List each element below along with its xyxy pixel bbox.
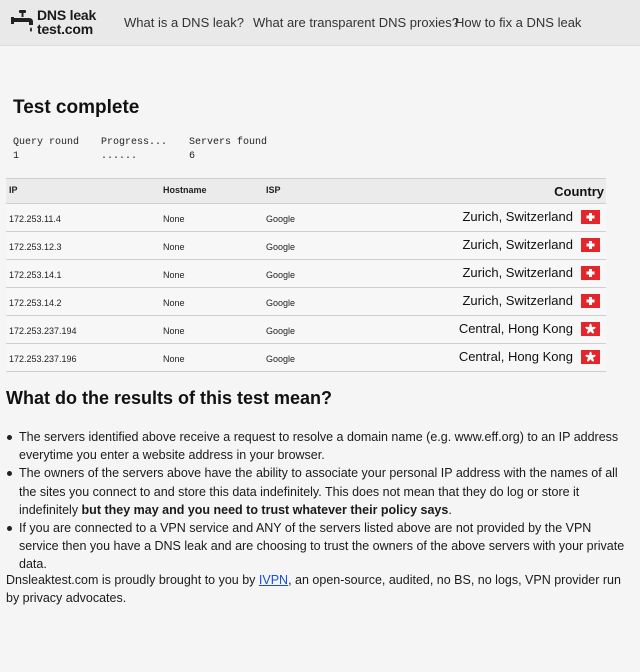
cell-country <box>459 321 600 336</box>
cell-ip: 172.253.11.4 <box>9 214 61 224</box>
cell-country-text: Zurich, Switzerland <box>462 265 573 280</box>
stat-query-round-value: 1 <box>13 151 20 162</box>
table-row <box>6 204 606 232</box>
cell-country <box>462 237 600 252</box>
cell-isp: Google <box>266 242 296 252</box>
top-navigation-bar <box>0 0 640 46</box>
cell-country-text: Zurich, Switzerland <box>462 293 573 308</box>
cell-hostname: None <box>163 270 185 280</box>
cell-hostname: None <box>163 242 185 252</box>
results-explanation-list <box>6 428 631 574</box>
cell-isp: Google <box>266 298 296 308</box>
cell-hostname: None <box>163 298 185 308</box>
cell-isp: Google <box>266 354 296 364</box>
switzerland-flag-icon <box>581 266 600 280</box>
list-item: The servers identified above receive a request to resolve a domain name (e.g. www.eff.org) to an IP address everytime you enter a website address in your browser. <box>6 428 631 464</box>
table-row <box>6 288 606 316</box>
column-header-hostname: Hostname <box>163 185 207 195</box>
column-header-isp: ISP <box>266 185 281 195</box>
list-item: If you are connected to a VPN service and ANY of the servers listed above are not provided by the VPN service then you have a DNS leak and are choosing to trust the owners of the above servers with your private data. <box>6 519 631 574</box>
cell-ip: 172.253.237.194 <box>9 326 77 336</box>
stat-query-round-label: Query round <box>13 137 80 148</box>
list-item <box>6 464 631 519</box>
page-title: Test complete <box>13 97 140 118</box>
results-heading: What do the results of this test mean? <box>6 388 333 408</box>
list-item-text: The owners of the servers above have the ability to associate your personal IP address with the names of all the sites you connect to and store this data indefinitely. This does not mean that they do log or store it indefinitely <box>19 466 618 517</box>
table-row <box>6 344 606 372</box>
cell-isp: Google <box>266 326 296 336</box>
footer-text-after: , an open-source, audited, no BS, no logs, VPN provider run by privacy advocates. <box>6 573 621 606</box>
cell-ip: 172.253.14.2 <box>9 298 62 308</box>
hong-kong-flag-icon <box>581 322 600 336</box>
column-header-country: Country <box>554 184 604 199</box>
table-header <box>6 178 606 204</box>
cell-hostname: None <box>163 354 185 364</box>
cell-isp: Google <box>266 270 296 280</box>
stat-servers-found-label: Servers found <box>189 137 268 148</box>
list-item-end: . <box>448 502 452 517</box>
nav-what-is-dns-leak[interactable]: What is a DNS leak? <box>124 15 244 30</box>
cell-country-text: Zurich, Switzerland <box>462 237 573 252</box>
cell-country-text: Central, Hong Kong <box>458 349 573 364</box>
cell-country <box>462 209 600 224</box>
faucet-icon <box>10 8 36 38</box>
cell-country-text: Central, Hong Kong <box>458 321 573 336</box>
cell-hostname: None <box>163 326 185 336</box>
cell-ip: 172.253.237.196 <box>9 354 77 364</box>
nav-fix-dns-leak[interactable]: How to fix a DNS leak <box>455 15 582 30</box>
cell-country <box>462 293 600 308</box>
hong-kong-flag-icon <box>581 350 600 364</box>
site-logo[interactable] <box>10 7 100 39</box>
switzerland-flag-icon <box>581 294 600 308</box>
logo-text: DNS leak test.com <box>37 7 97 37</box>
nav-transparent-dns-proxies[interactable]: What are transparent DNS proxies? <box>253 15 459 30</box>
footer-text <box>6 571 631 607</box>
table-row <box>6 260 606 288</box>
table-row <box>6 232 606 260</box>
list-item-emphasis: but they may and you need to trust whatever their policy says <box>81 502 449 517</box>
cell-isp: Google <box>266 214 296 224</box>
cell-hostname: None <box>163 214 185 224</box>
stat-progress-label: Progress... <box>101 137 168 148</box>
footer-text-before: Dnsleaktest.com is proudly brought to you by <box>6 573 259 587</box>
cell-ip: 172.253.14.1 <box>9 270 62 280</box>
switzerland-flag-icon <box>581 238 600 252</box>
stat-servers-found-value: 6 <box>189 151 196 162</box>
cell-country <box>459 349 600 364</box>
cell-country-text: Zurich, Switzerland <box>462 209 573 224</box>
cell-ip: 172.253.12.3 <box>9 242 62 252</box>
stat-progress-value: ...... <box>101 151 138 162</box>
column-header-ip: IP <box>9 185 18 195</box>
ivpn-link[interactable]: IVPN <box>258 573 289 587</box>
dns-servers-table <box>6 178 606 372</box>
switzerland-flag-icon <box>581 210 600 224</box>
table-row <box>6 316 606 344</box>
cell-country <box>462 265 600 280</box>
